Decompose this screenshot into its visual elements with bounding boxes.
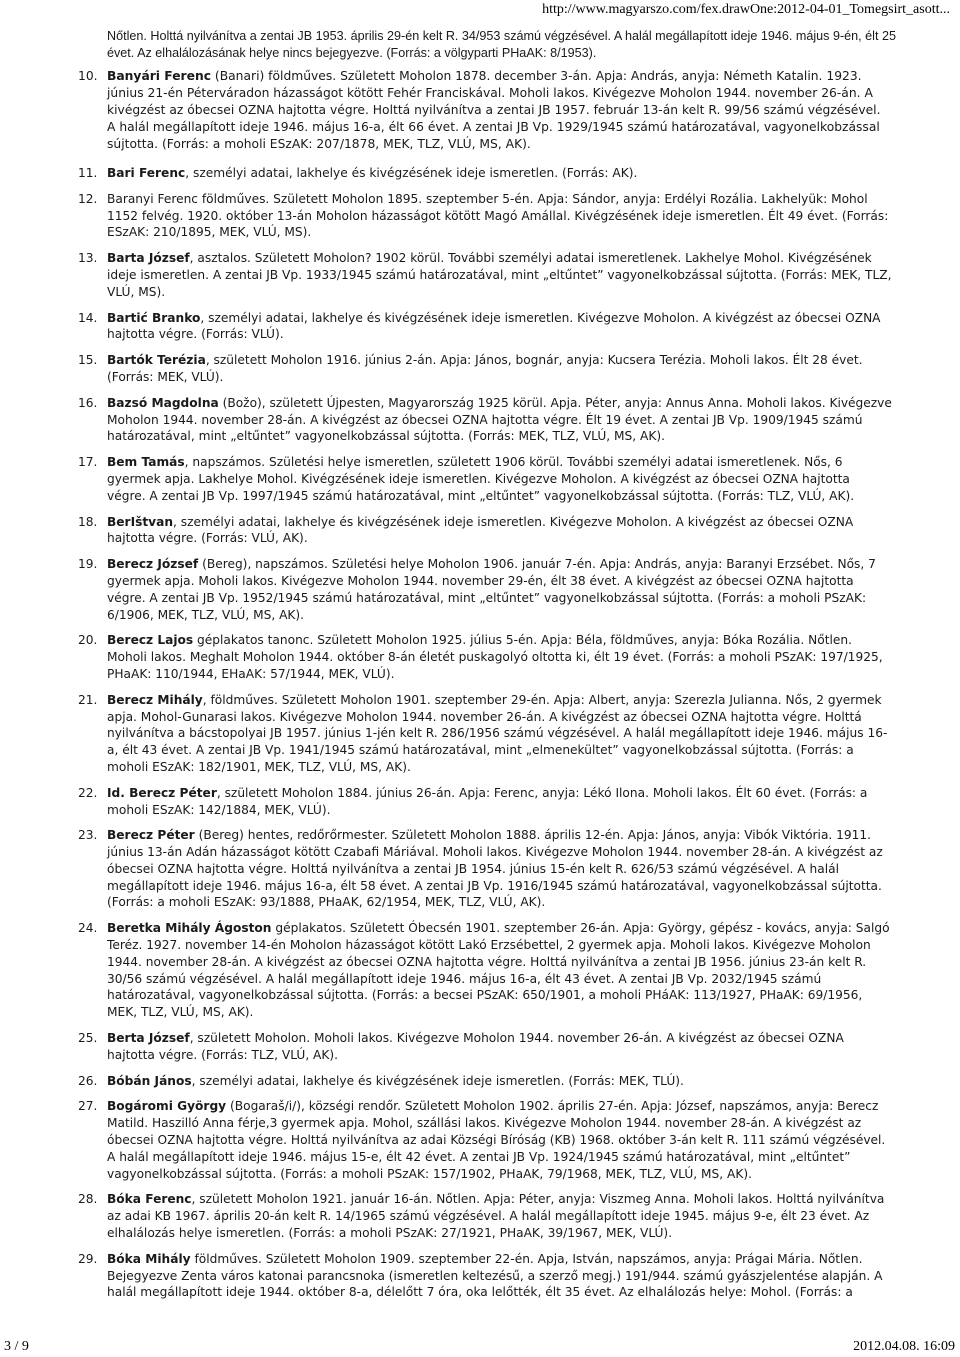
entry-text: (Bogaraš/i/), községi rendőr. Született Moholon 1902. április 27-én. Apja: József, napszámos, anyja: Berecz Matild. Haszilló Anna férje,3 gyermek apja. Mohol, szállási lakos. Kivégezve Moholon 1944. november 28-án. A kivégzést az óbecsei OZNA hajtotta végre. Holttá nyilvánítva az adai Községi Bíróság (KB) 1968. október 3-án kelt R. 111 számú végzésével. A halál megállapított ideje 1946. május 15-e, élt 42 évet. A zentai JB Vp. 1924/1945 számú határozatával, mint „eltűntet” vagyonelkobzással sújtotta. (Forrás: a moholi PSzAK: 157/1902, PHaAK, 79/1968, MEK, TLZ, VLÚ, MS, AK). bbox=[107, 1099, 886, 1181]
entry-number: 28. bbox=[78, 1192, 98, 1207]
list-item bbox=[0, 785, 892, 819]
entry-text: , személyi adatai, lakhelye és kivégzésének ideje ismeretlen. (Forrás: MEK, TLÚ). bbox=[191, 1073, 684, 1088]
entry-name: Id. Berecz Péter bbox=[107, 785, 217, 800]
entry-number: 12. bbox=[78, 191, 98, 206]
list-item bbox=[0, 68, 892, 153]
entry-number: 19. bbox=[78, 557, 98, 572]
list-item bbox=[0, 165, 892, 182]
list-item bbox=[0, 1251, 892, 1301]
entry-number: 14. bbox=[78, 310, 98, 325]
entry-name: BerIštvan bbox=[107, 514, 174, 529]
entry-number: 10. bbox=[78, 69, 98, 83]
entry-name: Bem Tamás bbox=[107, 455, 185, 470]
entry-name: Bóka Mihály bbox=[107, 1251, 191, 1266]
entry-text: Baranyi Ferenc földműves. Született Moholon 1895. szeptember 5-én. Apja: Sándor, anyja: Erdélyi Rozália. Lakhelyük: Mohol 1152 felvég. 1920. október 13-án Moholon házasságot kötött Magó Amállal. Kivégzésének ideje ismeretlen. Élt 49 évet. (Forrás: ESzAK: 210/1895, MEK, VLÚ, MS). bbox=[107, 191, 889, 240]
list-item bbox=[0, 827, 892, 911]
list-item bbox=[0, 920, 892, 1021]
list-item bbox=[0, 352, 892, 386]
entry-text: földműves. Született Moholon 1909. szeptember 22-én. Apja, István, napszámos, anyja: Prágai Mária. Nőtlen. Bejegyezve Zenta város katonai parancsnoka (ismeretlen keltezésű, a szerző megj.) 191/944. számú gyászjelentése alapján. A halál megállapított ideje 1944. október 8-a, délelőtt 7 óra, oka lelőtték, élt 35 évet. Az elhalálozás helye: Mohol. (Forrás: a bbox=[107, 1251, 883, 1300]
entry-name: Bóbán János bbox=[107, 1073, 192, 1088]
entry-text: , asztalos. Született Moholon? 1902 körül. További személyi adatai ismeretlenek. Lakhelye Mohol. Kivégzésének ideje ismeretlen. A zentai JB Vp. 1933/1945 számú határozatával, mint „eltűntet” vagyonelkobzással sújtotta. (Forrás: MEK, TLZ, VLÚ, MS). bbox=[107, 251, 892, 299]
list-item bbox=[0, 395, 892, 445]
entry-name: Banyári Ferenc bbox=[107, 69, 211, 83]
entry-number: 17. bbox=[78, 455, 98, 470]
list-item bbox=[0, 556, 892, 623]
entry-number: 13. bbox=[78, 251, 98, 266]
entry-number: 22. bbox=[78, 785, 98, 800]
entry-number: 29. bbox=[78, 1251, 98, 1266]
entry-text: géplakatos tanonc. Született Moholon 1925. július 5-én. Apja: Béla, földműves, anyja: Bóka Rozália. Nőtlen. Moholi lakos. Meghalt Moholon 1944. október 8-án életét puskagolyó oltotta ki, élt 19 évet. (Forrás: a moholi PSzAK: 197/1925, PHaAK: 110/1944, EHaAK: 57/1944, MEK, VLÚ). bbox=[107, 633, 883, 681]
entry-name: Bari Ferenc bbox=[107, 166, 186, 180]
entry-name: Berecz József bbox=[107, 557, 199, 572]
entry-text: (Bereg) hentes, redőrőrmester. Született Moholon 1888. április 12-én. Apja: János, anyja: Vibók Viktória. 1911. június 13-án Adán házasságot kötött Czabafi Máriával. Moholi lakos. Kivégezve Moholon 1944. november 28-án. A kivégzést az óbecsei OZNA hajtotta végre. Holttá nyilvánítva a zentai JB 1954. június 15-én kelt R. 626/53 számú végzésével. A halál megállapított ideje 1946. május 16-a, élt 58 évet. A zentai JB Vp. 1916/1945 számú határozatával, vagyonelkobzással sújtotta. (Forrás: a moholi ESzAK: 93/1888, PHaAK, 62/1954, MEK, TLZ, VLÚ, AK). bbox=[107, 828, 883, 910]
entry-text: , született Moholon 1921. január 16-án. Nőtlen. Apja: Péter, anyja: Viszmeg Anna. Moholi lakos. Holttá nyilvánítva az adai KB 1967. április 20-án kelt R. 14/1965 számú végzésével. A halál megállapított ideje 1945. május 9-e, élt 23 évet. Az elhalálozás helye ismeretlen. (Forrás: a moholi PSzAK: 27/1921, PHaAK, 39/1967, MEK, VLÚ). bbox=[107, 1192, 885, 1241]
entry-name: Bartić Branko bbox=[107, 310, 201, 325]
entry-text: , személyi adatai, lakhelye és kivégzésének ideje ismeretlen. (Forrás: AK). bbox=[185, 166, 638, 180]
entry-name: Berecz Péter bbox=[107, 828, 195, 843]
entry-name: Bartók Terézia bbox=[107, 353, 206, 368]
entry-name: Berta József bbox=[107, 1031, 190, 1046]
entry-name: Berecz Mihály bbox=[107, 692, 203, 707]
entry-number: 20. bbox=[78, 633, 98, 648]
entry-text: , született Moholon. Moholi lakos. Kivégezve Moholon 1944. november 26-án. A kivégzést az óbecsei OZNA hajtotta végre. (Forrás: TLZ, VLÚ, AK). bbox=[107, 1031, 844, 1062]
list-item bbox=[0, 692, 892, 776]
entry-number: 23. bbox=[78, 828, 98, 843]
entry-name: Bazsó Magdolna bbox=[107, 395, 219, 410]
entry-text: , született Moholon 1884. június 26-án. Apja: Ferenc, anyja: Lékó Ilona. Moholi lakos. Élt 60 évet. (Forrás: a moholi ESzAK: 142/1884, MEK, VLÚ). bbox=[107, 785, 868, 817]
entry-text: (Božo), született Újpesten, Magyarország 1925 körül. Apja. Péter, anyja: Annus Anna. Moholi lakos. Kivégezve Moholon 1944. november 28-án. A kivégzést az óbecsei OZNA hajtotta végre. Élt 19 évet. A zentai JB Vp. 1909/1945 számú határozatával, mint „eltűntet” vagyonelkobzással sújtotta. (Forrás: MEK, TLZ, VLÚ, MS, AK). bbox=[107, 395, 892, 444]
page-number: 3 / 9 bbox=[4, 1339, 29, 1354]
entry-name: Barta József bbox=[107, 251, 190, 266]
entry-text: , személyi adatai, lakhelye és kivégzésének ideje ismeretlen. Kivégezve Moholon. A kivégzést az óbecsei OZNA hajtotta végre. (Forrás: VLÚ). bbox=[107, 310, 881, 342]
list-item bbox=[0, 191, 892, 241]
entry-number: 25. bbox=[78, 1031, 98, 1046]
victim-list bbox=[0, 68, 960, 1301]
entry-number: 11. bbox=[78, 166, 98, 180]
list-item bbox=[0, 454, 892, 504]
entry-text: géplakatos. Született Óbecsén 1901. szeptember 26-án. Apja: György, gépész - kovács, anyja: Salgó Teréz. 1927. november 14-én Moholon házasságot kötött Lakó Erzsébettel, 2 gyermek apja. Moholi lakos. Kivégezve Moholon 1944. november 28-án. A kivégzést az óbecsei OZNA hajtotta végre. Holttá nyilvánítva a zentai JB 1956. június 23-án kelt R. 30/56 számú végzésével. A halál megállapított ideje 1946. május 16-a, élt 43 évet. A zentai JB Vp. 2032/1945 számú határozatával, vagyonelkobzással sújtotta. (Forrás: a becsei PSzAK: 650/1901, a moholi PHáAK: 113/1927, PHaAK: 69/1956, MEK, TLZ, VLÚ, MS, AK). bbox=[107, 921, 890, 1020]
page-url: http://www.magyarszo.com/fex.drawOne:2012-04-01_Tomegsirt_asott... bbox=[542, 2, 950, 17]
entry-name: Beretka Mihály Ágoston bbox=[107, 921, 272, 936]
entry-number: 18. bbox=[78, 514, 98, 529]
list-item bbox=[0, 310, 892, 344]
entry-number: 21. bbox=[78, 692, 98, 707]
entry-text: , személyi adatai, lakhelye és kivégzésének ideje ismeretlen. Kivégezve Moholon. A kivégzést az óbecsei OZNA hajtotta végre. (Forrás: VLÚ, AK). bbox=[107, 514, 854, 546]
list-item bbox=[0, 250, 892, 300]
list-item bbox=[0, 632, 892, 682]
entry-number: 27. bbox=[78, 1099, 98, 1114]
list-item bbox=[0, 1191, 892, 1241]
entry-text: (Bereg), napszámos. Születési helye Moholon 1906. január 7-én. Apja: András, anyja: Baranyi Erzsébet. Nős, 7 gyermek apja. Moholi lakos. Kivégezve Moholon 1944. november 29-én, élt 38 évet. A kivégzést az óbecsei OZNA hajtotta végre. A zentai JB Vp. 1952/1945 számú határozatával, mint „eltűntet” vagyonelkobzással sújtotta. (Forrás: a moholi PSzAK: 6/1906, MEK, TLZ, VLÚ, MS, AK). bbox=[107, 557, 876, 622]
list-item bbox=[0, 514, 892, 548]
list-item bbox=[0, 1098, 892, 1182]
entry-number: 24. bbox=[78, 921, 98, 936]
entry-text: , földműves. Született Moholon 1901. szeptember 29-én. Apja: Albert, anyja: Szerezla Julianna. Nős, 2 gyermek apja. Mohol-Gunarasi lakos. Kivégezve Moholon 1944. november 26-án. A kivégzést az óbecsei OZNA hajtotta végre. Holttá nyilvánítva a bácstopolyai JB 1957. június 1-jén kelt R. 286/1956 számú végzésével. A halál megállapított ideje 1946. május 16-a, élt 43 évet. A zentai JB Vp. 1941/1945 számú határozatával, mint „elmenekültet” vagyonelkobzással sújtotta. (Forrás: a moholi ESzAK: 182/1901, MEK, TLZ, VLÚ, MS, AK). bbox=[107, 692, 888, 774]
entry-number: 26. bbox=[78, 1073, 98, 1088]
intro-paragraph: Nőtlen. Holttá nyilvánítva a zentai JB 1953. április 29-én kelt R. 34/953 számú végzésével. A halál megállapított ideje 1946. május 9-én, élt 25 évet. Az elhalálozásának helye nincs bejegyezve. (Forrás: a völgyparti PHaAK: 8/1953). bbox=[107, 29, 896, 60]
entry-number: 15. bbox=[78, 353, 98, 368]
entry-text: , született Moholon 1916. június 2-án. Apja: János, bognár, anyja: Kucsera Terézia. Moholi lakos. Élt 28 évet. (Forrás: MEK, VLÚ). bbox=[107, 353, 863, 384]
entry-name: Bogáromi György bbox=[107, 1099, 227, 1114]
entry-number: 16. bbox=[78, 395, 98, 410]
entry-text: , napszámos. Születési helye ismeretlen, született 1906 körül. További személyi adatai ismeretlenek. Nős, 6 gyermek apja. Lakhelye Mohol. Kivégzésének ideje ismeretlen. Kivégezve Moholon. A kivégzést az óbecsei OZNA hajtotta végre. A zentai JB Vp. 1997/1945 számú határozatával, mint „eltűntet” vagyonelkobzással sújtotta. (Forrás: TLZ, VLÚ, AK). bbox=[107, 455, 855, 503]
print-date: 2012.04.08. 16:09 bbox=[853, 1339, 955, 1354]
list-item bbox=[0, 1030, 892, 1064]
list-item bbox=[0, 1073, 892, 1090]
entry-text: (Banari) földműves. Született Moholon 1878. december 3-án. Apja: András, anyja: Németh Katalin. 1923. június 21-én Péterváradon házasságot kötött Fehér Franciskával. Moholi lakos. Kivégezve Moholon 1944. november 26-án. A kivégzést az óbecsei OZNA hajtotta végre. Holttá nyilvánítva a zentai JB 1957. február 13-án kelt R. 99/56 számú végzésével. A halál megállapított ideje 1946. május 16-a, élt 66 évet. A zentai JB Vp. 1929/1945 számú határozatával, vagyonelkobzással sújtotta. (Forrás: a moholi ESzAK: 207/1878, MEK, TLZ, VLÚ, MS, AK). bbox=[107, 69, 881, 151]
entry-name: Bóka Ferenc bbox=[107, 1192, 192, 1207]
entry-name: Berecz Lajos bbox=[107, 633, 194, 648]
